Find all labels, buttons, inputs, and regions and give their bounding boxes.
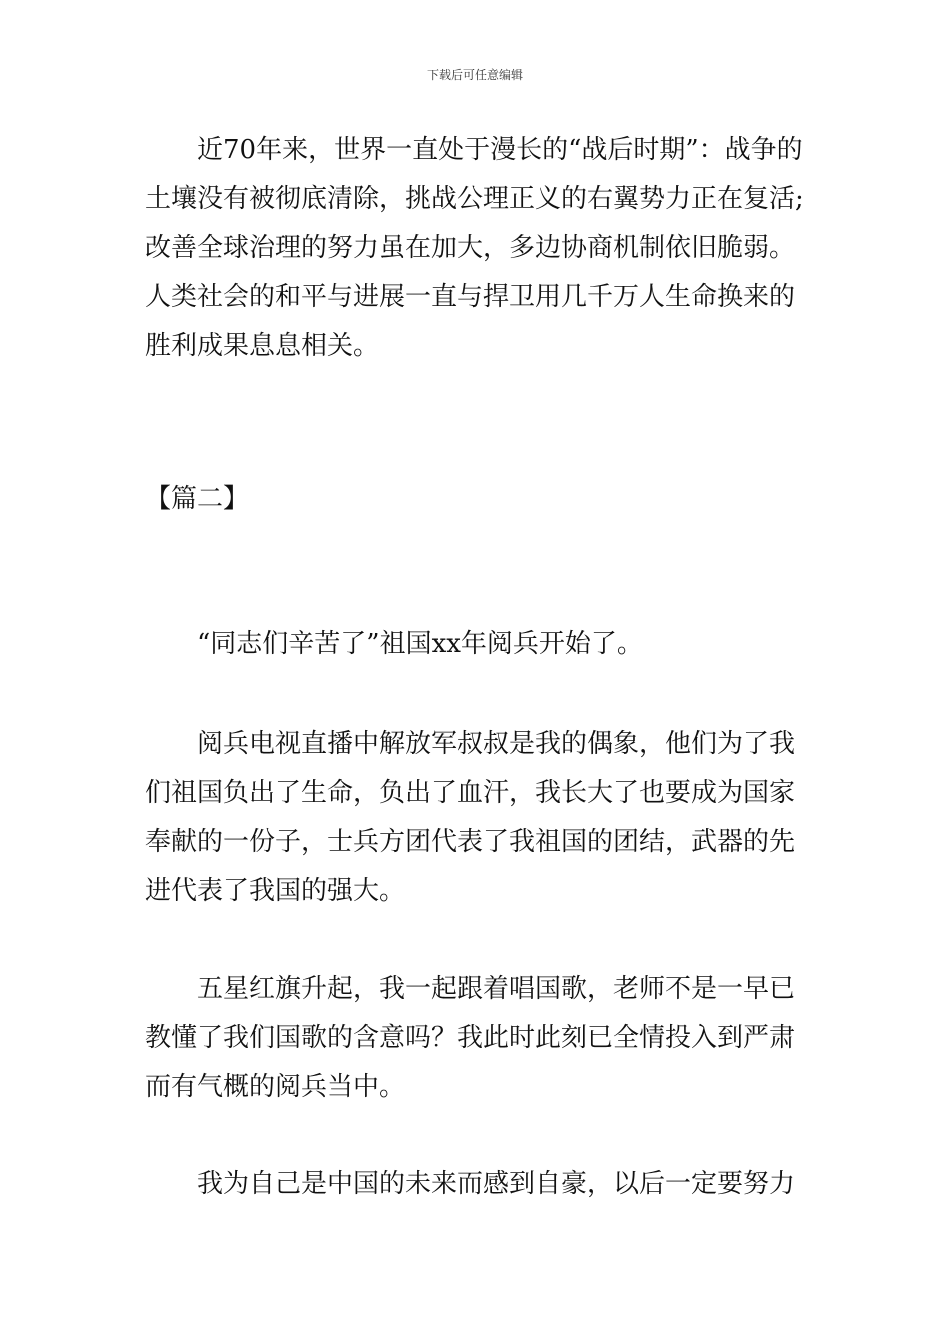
body-paragraph: 我为自己是中国的未来而感到自豪，以后一定要努力 xyxy=(197,1169,796,1199)
body-paragraph: 阅兵电视直播中解放军叔叔是我的偶象，他们为了我们祖国负出了生命，负出了血汗，我长大了也要成为国家奉献的一份子，士兵方团代表了我祖国的团结，武器的先进代表了我国的强大。 xyxy=(145,729,796,906)
header-note: 下载后可任意编辑 xyxy=(426,68,523,82)
body-paragraph: “同志们辛苦了”祖国xx年阅兵开始了。 xyxy=(197,629,643,659)
body-paragraph: 近70年来，世界一直处于漫长的“战后时期”：战争的土壤没有被彻底清除，挑战公理正义的右翼势力正在复活;改善全球治理的努力虽在加大，多边协商机制依旧脆弱。人类社会的和平与进展一直与捍卫用几千万人生命换来的胜利成果息息相关。 xyxy=(145,135,804,361)
section-heading: 【篇二】 xyxy=(145,484,250,514)
body-paragraph: 五星红旗升起，我一起跟着唱国歌，老师不是一早已教懂了我们国歌的含意吗？我此时此刻已全情投入到严肃而有气概的阅兵当中。 xyxy=(145,974,796,1102)
